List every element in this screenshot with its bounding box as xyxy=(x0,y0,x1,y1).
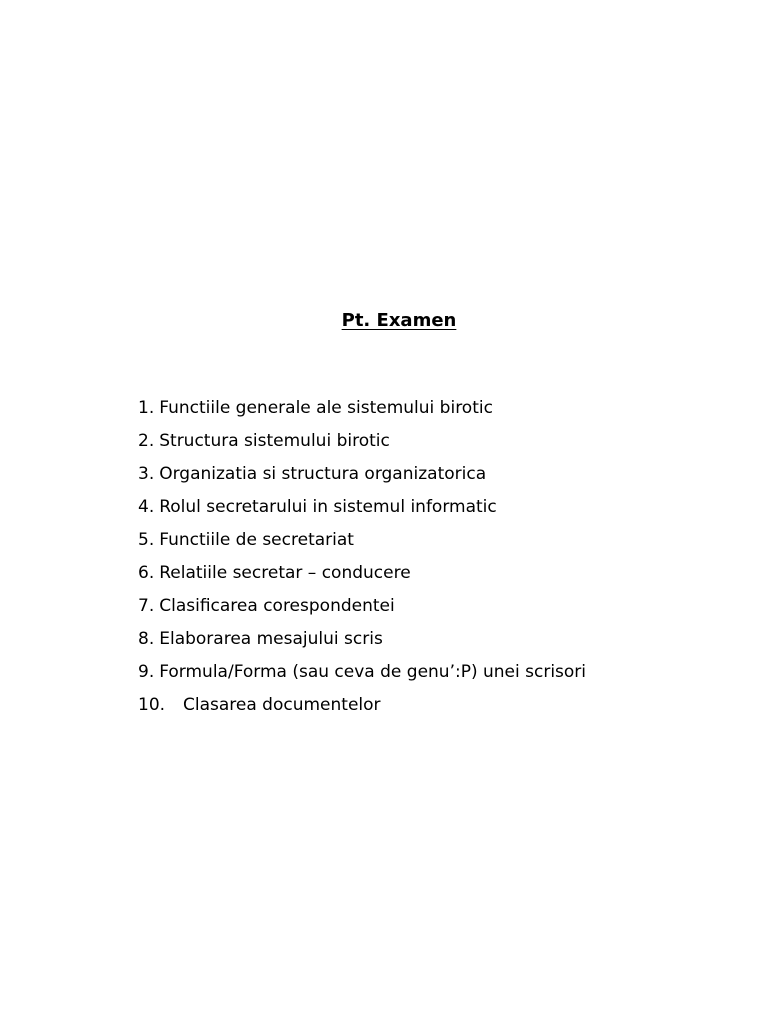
item-number: 9. xyxy=(138,662,155,682)
exam-topics-list xyxy=(138,396,586,726)
item-number: 10. xyxy=(138,695,166,715)
item-number: 7. xyxy=(138,596,155,616)
item-text: Rolul secretarului in sistemul informatic xyxy=(159,497,497,517)
item-text: Clasarea documentelor xyxy=(183,695,381,715)
item-text: Formula/Forma (sau ceva de genu’:P) unei scrisori xyxy=(159,662,587,682)
item-text: Clasificarea corespondentei xyxy=(159,596,395,616)
item-text: Functiile generale ale sistemului birotic xyxy=(159,398,493,418)
item-number: 5. xyxy=(138,530,155,550)
list-item xyxy=(138,462,586,495)
list-item xyxy=(138,396,586,429)
item-number: 1. xyxy=(138,398,155,418)
list-item xyxy=(138,594,586,627)
list-item xyxy=(138,528,586,561)
list-item xyxy=(138,561,586,594)
item-text: Structura sistemului birotic xyxy=(159,431,390,451)
item-text: Elaborarea mesajului scris xyxy=(159,629,383,649)
list-item xyxy=(138,495,586,528)
list-item xyxy=(138,660,586,693)
page-title: Pt. Examen xyxy=(341,310,457,331)
list-item xyxy=(138,627,586,660)
item-number: 3. xyxy=(138,464,155,484)
list-item xyxy=(138,429,586,462)
item-number: 4. xyxy=(138,497,155,517)
item-number: 6. xyxy=(138,563,155,583)
item-number: 2. xyxy=(138,431,155,451)
item-text: Organizatia si structura organizatorica xyxy=(159,464,487,484)
item-number: 8. xyxy=(138,629,155,649)
item-text: Relatiile secretar – conducere xyxy=(159,563,411,583)
item-text: Functiile de secretariat xyxy=(159,530,354,550)
list-item xyxy=(138,693,586,726)
